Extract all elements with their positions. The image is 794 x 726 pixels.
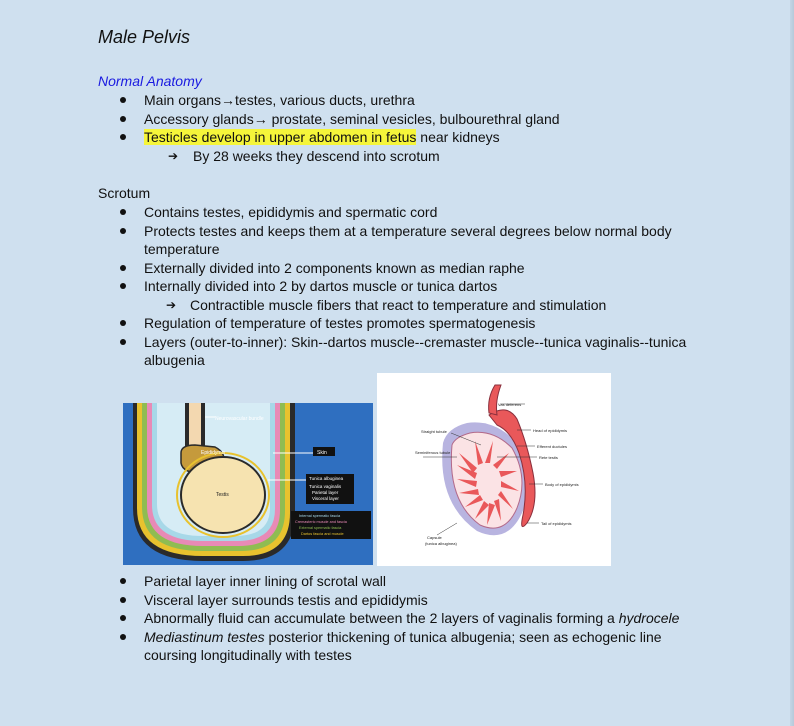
sub-list-item: ➔ Contractible muscle fibers that react to temperature and stimulation bbox=[166, 296, 607, 313]
sub-list-item: ➔ By 28 weeks they descend into scrotum bbox=[168, 147, 440, 164]
list-item: Main organs→testes, various ducts, urethra bbox=[98, 91, 718, 110]
page-title: Male Pelvis bbox=[98, 27, 191, 47]
highlighted-text: Testicles develop in upper abdomen in fetus bbox=[144, 129, 417, 145]
label-body-epididymis: Body of epididymis bbox=[545, 482, 579, 487]
legend-cremasteric: Cremasteric muscle and fascia bbox=[295, 520, 347, 524]
page-edge bbox=[790, 0, 794, 726]
label-parietal-layer: Parietal layer bbox=[312, 490, 339, 495]
list-item: Testicles develop in upper abdomen in fetus near kidneys bbox=[98, 128, 718, 147]
arrow-icon: ➔ bbox=[168, 148, 179, 163]
label-tail-epididymis: Tail of epididymis bbox=[541, 521, 572, 526]
list-item: Mediastinum testes posterior thickening of tunica albugenia; seen as echogenic line coursing longitudinally with testes bbox=[98, 628, 718, 665]
list-item: Regulation of temperature of testes promotes spermatogenesis bbox=[98, 314, 718, 333]
label-vas-deferens: Vas deferens bbox=[498, 402, 522, 407]
scrotal-layers-diagram bbox=[123, 403, 373, 565]
label-epididymis: Epididymis bbox=[201, 450, 226, 456]
list-item: Accessory glands→ prostate, seminal vesicles, bulbourethral gland bbox=[98, 110, 718, 129]
list-item: Protects testes and keeps them at a temperature several degrees below normal body temperature bbox=[98, 222, 718, 259]
label-tunica-vaginalis: Tunica vaginalis bbox=[309, 484, 342, 489]
testis-section-diagram bbox=[377, 373, 611, 566]
section-heading-normal-anatomy: Normal Anatomy bbox=[98, 73, 202, 89]
label-seminiferous-1: Seminiferous tubule bbox=[415, 450, 451, 455]
list-item: Visceral layer surrounds testis and epididymis bbox=[98, 591, 718, 610]
label-testis: Testis bbox=[216, 492, 229, 498]
label-tunica-albuginea: (tunica albuginea) bbox=[425, 541, 457, 546]
section-heading-scrotum: Scrotum bbox=[98, 185, 151, 201]
list-item: Contains testes, epididymis and spermatic cord bbox=[98, 203, 718, 222]
list-item: Layers (outer-to-inner): Skin--dartos muscle--cremaster muscle--tunica vaginalis--tunica albugenia bbox=[98, 333, 718, 370]
label-straight-tubule: Straight tubule bbox=[421, 429, 447, 434]
label-visceral-layer: Visceral layer bbox=[312, 496, 339, 501]
normal-anatomy-list bbox=[98, 91, 718, 165]
legend-internal-fascia: Internal spermatic fascia bbox=[299, 514, 341, 518]
label-neurovascular: Neurovascular bundle bbox=[215, 416, 264, 422]
legend-external-fascia: External spermatic fascia bbox=[299, 526, 342, 530]
label-efferent-ductules: Efferent ductules bbox=[537, 444, 567, 449]
notes-list bbox=[98, 572, 718, 665]
label-tunica-albuginea: Tunica albuginea bbox=[309, 476, 344, 481]
list-item: Externally divided into 2 components known as median raphe bbox=[98, 259, 718, 278]
list-item: Internally divided into 2 by dartos muscle or tunica dartos bbox=[98, 277, 718, 296]
label-capsule: Capsule bbox=[427, 535, 442, 540]
label-head-epididymis: Head of epididymis bbox=[533, 428, 568, 433]
italic-term: Mediastinum testes bbox=[144, 628, 265, 645]
scrotum-list bbox=[98, 203, 718, 370]
italic-term: hydrocele bbox=[618, 610, 680, 626]
label-rete-testis: Rete testis bbox=[539, 455, 558, 460]
list-item: Abnormally fluid can accumulate between the 2 layers of vaginalis forming a hydrocele bbox=[98, 609, 718, 628]
arrow-icon: ➔ bbox=[166, 297, 177, 312]
label-skin: Skin bbox=[317, 450, 327, 456]
list-item: Parietal layer inner lining of scrotal wall bbox=[98, 572, 718, 591]
legend-dartos: Dartos fascia and muscle bbox=[301, 532, 344, 536]
